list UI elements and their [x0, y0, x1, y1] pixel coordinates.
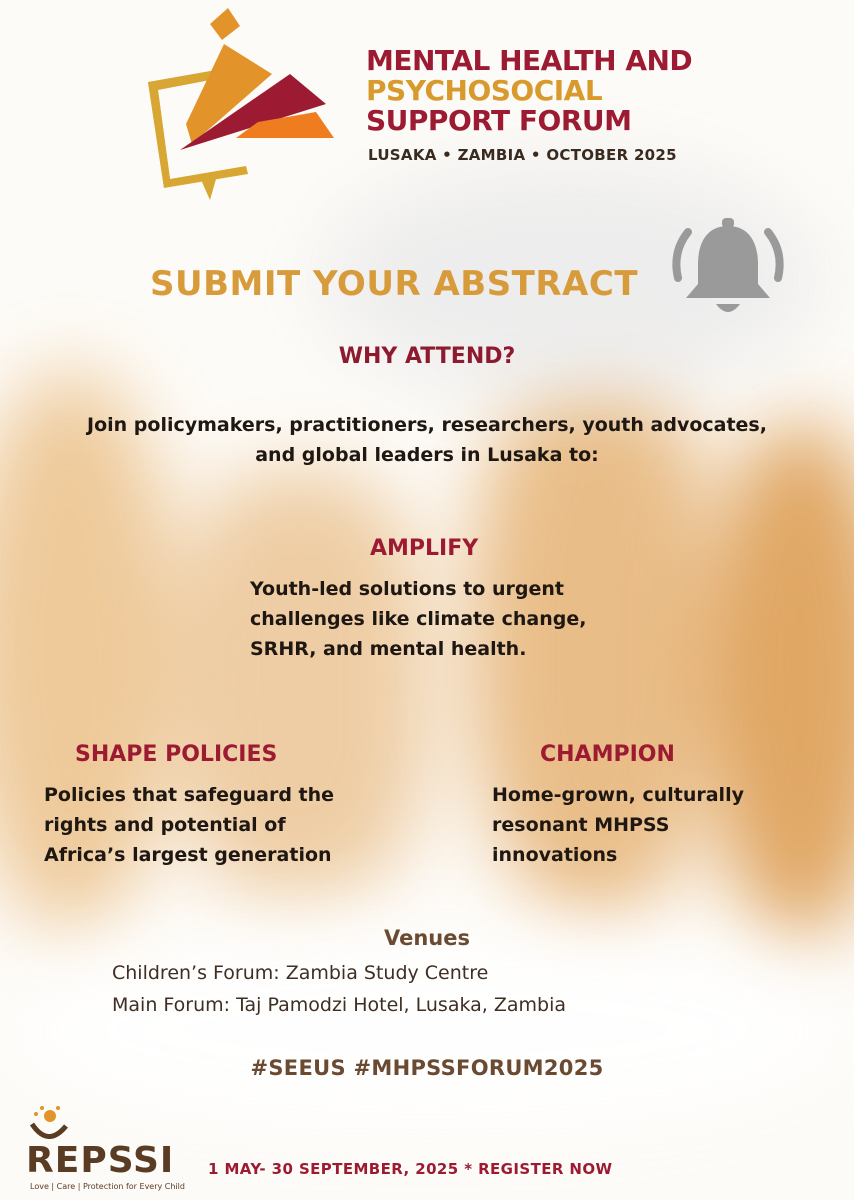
why-attend-text	[0, 410, 854, 470]
forum-logo-icon	[140, 4, 360, 204]
shape-line: Africa’s largest generation	[44, 844, 332, 866]
register-now-text: 1 MAY- 30 SEPTEMBER, 2025 * REGISTER NOW	[208, 1160, 613, 1178]
champion-text	[492, 780, 812, 870]
amplify-line: Youth-led solutions to urgent	[250, 578, 564, 600]
shape-policies-heading: SHAPE POLICIES	[75, 742, 278, 767]
hashtags: #SEEUS #MHPSSFORUM2025	[250, 1056, 604, 1080]
forum-location-date: LUSAKA • ZAMBIA • OCTOBER 2025	[368, 146, 677, 164]
venue-main-forum: Main Forum: Taj Pamodzi Hotel, Lusaka, Zambia	[112, 994, 567, 1016]
amplify-line: SRHR, and mental health.	[250, 638, 527, 660]
shape-line: rights and potential of	[44, 814, 286, 836]
champion-heading: CHAMPION	[540, 742, 675, 767]
title-line-3: SUPPORT FORUM	[366, 104, 632, 137]
forum-title	[366, 46, 692, 136]
amplify-text	[250, 574, 670, 664]
shape-line: Policies that safeguard the	[44, 784, 335, 806]
why-line-2: and global leaders in Lusaka to:	[255, 444, 599, 466]
submit-abstract-heading: SUBMIT YOUR ABSTRACT	[150, 264, 639, 304]
champion-line: Home-grown, culturally	[492, 784, 744, 806]
champion-line: innovations	[492, 844, 618, 866]
amplify-heading: AMPLIFY	[370, 536, 479, 561]
venues-heading: Venues	[384, 926, 470, 950]
shape-policies-text	[44, 780, 404, 870]
why-line-1: Join policymakers, practitioners, researchers, youth advocates,	[87, 414, 767, 436]
repssi-tagline: Love | Care | Protection for Every Child	[30, 1182, 185, 1191]
repssi-name: REPSSI	[26, 1140, 175, 1181]
why-attend-heading: WHY ATTEND?	[338, 344, 516, 369]
venue-children-forum: Children’s Forum: Zambia Study Centre	[112, 962, 489, 984]
amplify-line: challenges like climate change,	[250, 608, 587, 630]
title-line-1: MENTAL HEALTH AND	[366, 44, 693, 77]
champion-line: resonant MHPSS	[492, 814, 670, 836]
title-line-2: PSYCHOSOCIAL	[366, 74, 603, 107]
